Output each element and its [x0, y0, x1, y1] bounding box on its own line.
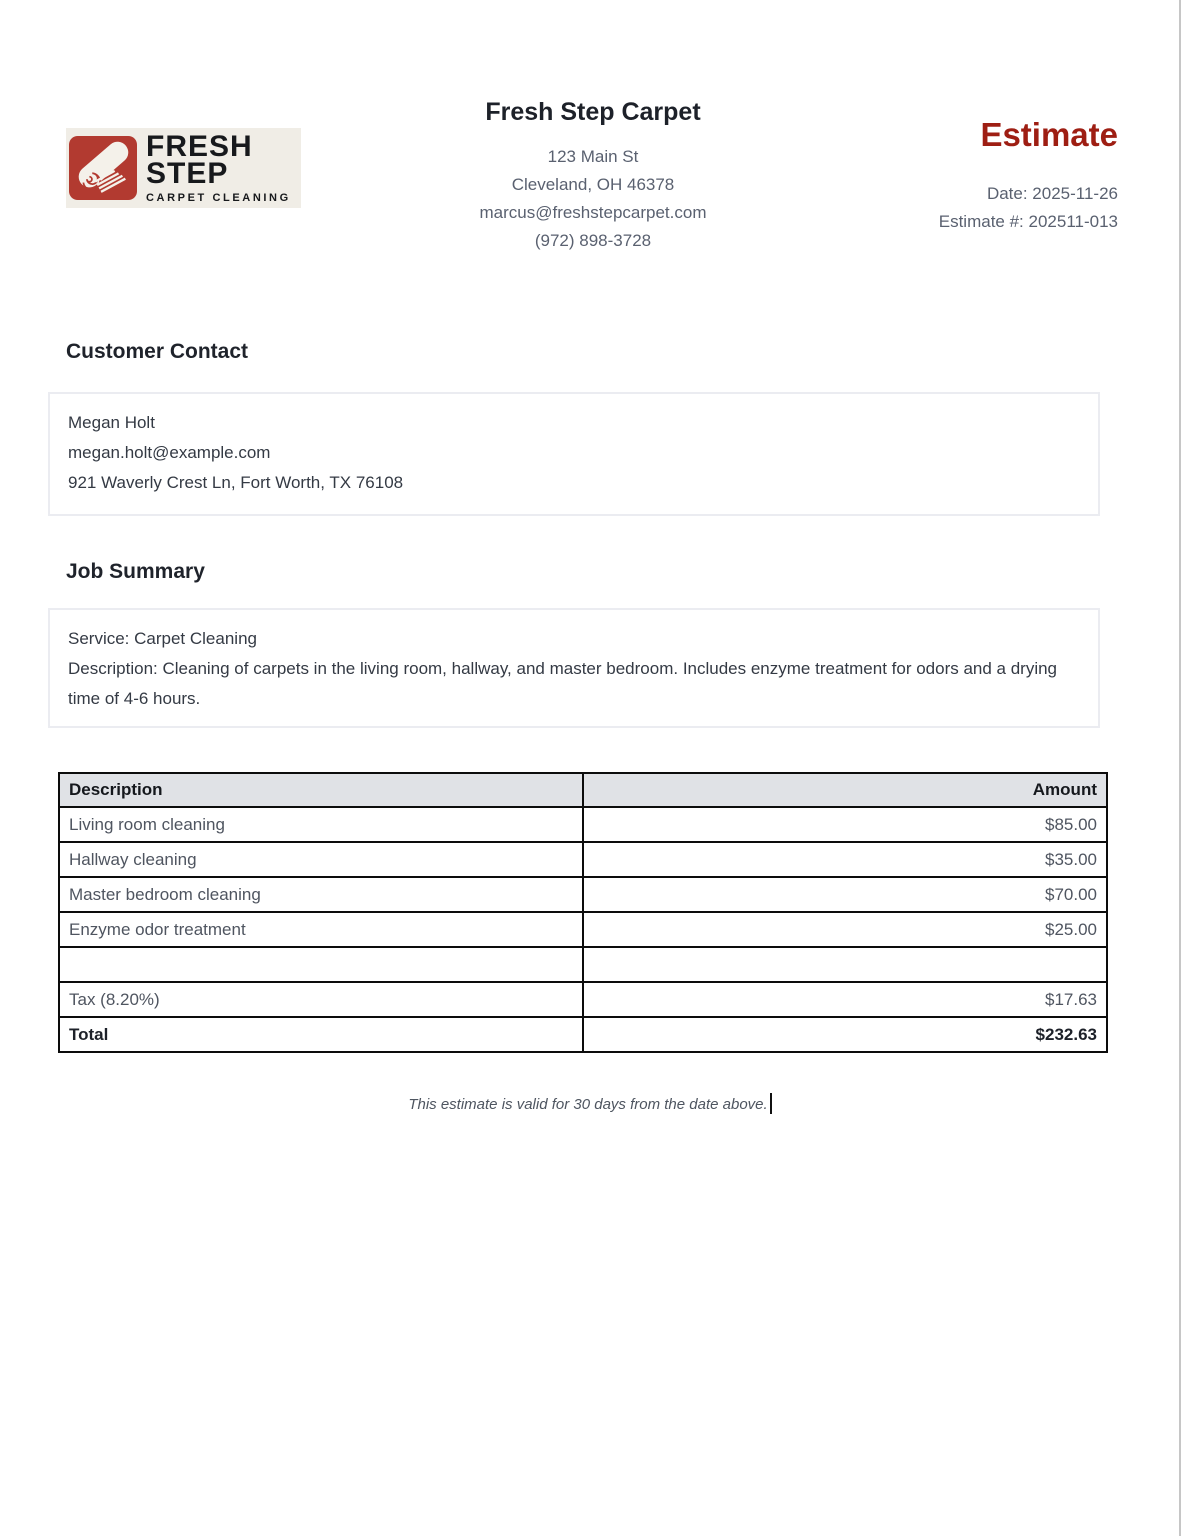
customer-email: megan.holt@example.com: [68, 443, 271, 462]
table-row-tax: [59, 982, 1107, 1017]
item-description: Living room cleaning: [59, 807, 583, 842]
item-amount: $35.00: [583, 842, 1107, 877]
table-row: [59, 807, 1107, 842]
company-email: marcus@freshstepcarpet.com: [479, 203, 707, 222]
item-amount: $25.00: [583, 912, 1107, 947]
job-summary-heading: Job Summary: [66, 560, 205, 583]
table-header-row: [59, 773, 1107, 807]
table-row-empty: [59, 947, 1107, 982]
company-name: Fresh Step Carpet: [485, 98, 701, 126]
total-amount: $232.63: [583, 1017, 1107, 1052]
validity-note[interactable]: [0, 1096, 1180, 1114]
column-header-description: Description: [59, 773, 583, 807]
customer-address: 921 Waverly Crest Ln, Fort Worth, TX 76108: [68, 473, 404, 492]
item-description: Enzyme odor treatment: [59, 912, 583, 947]
item-amount: $85.00: [583, 807, 1107, 842]
company-address2: Cleveland, OH 46378: [511, 175, 675, 194]
company-phone: (972) 898-3728: [534, 231, 652, 250]
estimate-header: [939, 116, 1118, 236]
item-amount: [583, 947, 1107, 982]
job-service-line: Service: Carpet Cleaning: [68, 629, 257, 648]
company-address1: 123 Main St: [547, 147, 639, 166]
logo-subtitle: CARPET CLEANING: [146, 191, 291, 204]
estimate-number: Estimate #: 202511-013: [938, 212, 1118, 231]
tax-label: Tax (8.20%): [59, 982, 583, 1017]
table-row-total: [59, 1017, 1107, 1052]
tax-amount: $17.63: [583, 982, 1107, 1017]
item-description: [59, 947, 583, 982]
item-description: Hallway cleaning: [59, 842, 583, 877]
table-row: [59, 842, 1107, 877]
table-row: [59, 912, 1107, 947]
estimate-date: Date: 2025-11-26: [986, 184, 1118, 203]
logo-line2: STEP: [146, 156, 229, 190]
job-summary-box: [48, 608, 1100, 728]
validity-note-text: This estimate is valid for 30 days from the date above.: [408, 1096, 768, 1113]
estimate-title: Estimate: [980, 116, 1118, 153]
item-amount: $70.00: [583, 877, 1107, 912]
line-items-table: [58, 772, 1108, 1053]
item-description: Master bedroom cleaning: [59, 877, 583, 912]
customer-name: Megan Holt: [68, 413, 155, 432]
logo-line1: FRESH: [146, 129, 253, 163]
customer-contact-heading: Customer Contact: [66, 340, 249, 363]
customer-contact-box: [48, 392, 1100, 516]
column-header-amount: Amount: [583, 773, 1107, 807]
text-cursor: [770, 1093, 772, 1114]
job-description-line: Description: Cleaning of carpets in the living room, hallway, and master bedroom. Includes enzyme treatment for odors and a drying time of 4-6 hours.: [68, 659, 1058, 708]
total-label: Total: [59, 1017, 583, 1052]
table-row: [59, 877, 1107, 912]
